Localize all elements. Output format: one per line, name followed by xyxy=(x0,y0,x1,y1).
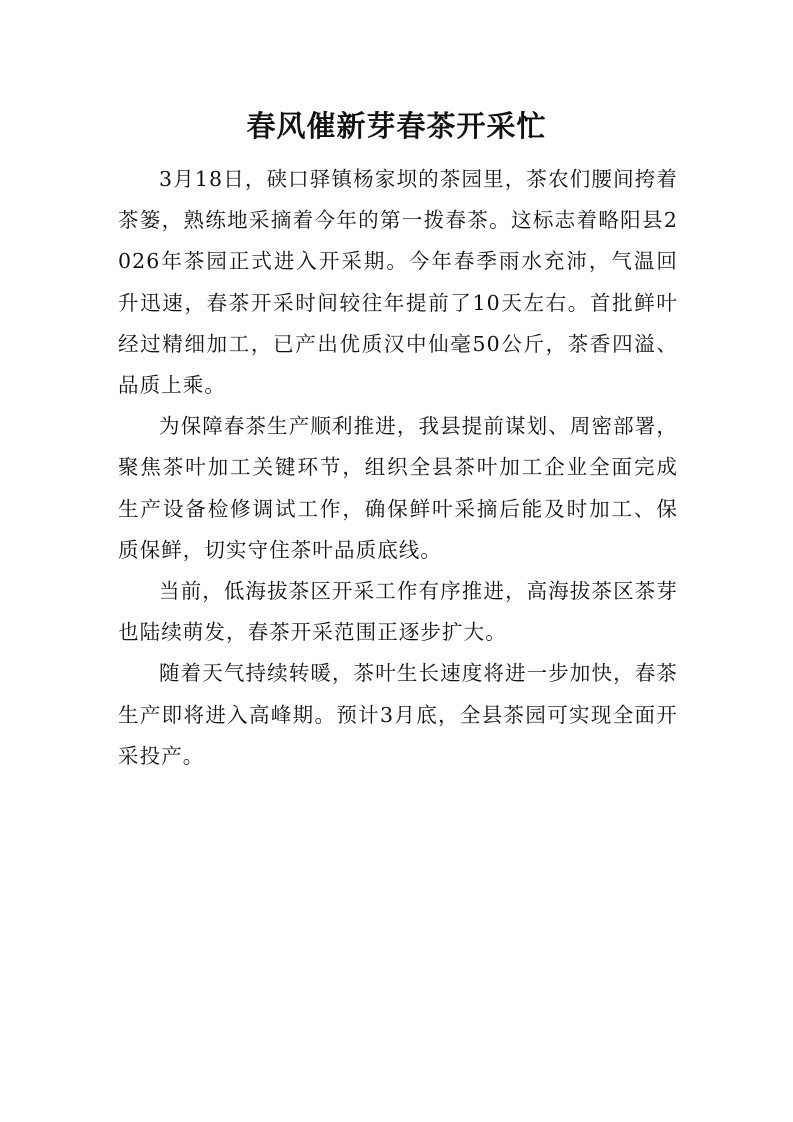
paragraph-2: 为保障春茶生产顺利推进，我县提前谋划、周密部署，聚焦茶叶加工关键环节，组织全县茶叶加工企业全面完成生产设备检修调试工作，确保鲜叶采摘后能及时加工、保质保鲜，切实守住茶叶品质底线。 xyxy=(118,414,678,562)
document-body xyxy=(118,159,678,777)
paragraph-3: 当前，低海拔茶区开采工作有序推进，高海拔茶区茶芽也陆续萌发，春茶开采范围正逐步扩大。 xyxy=(118,579,678,645)
paragraph-1: 3月18日，硖口驿镇杨家坝的茶园里，茶农们腰间挎着茶篓，熟练地采摘着今年的第一拨春茶。这标志着略阳县2026年茶园正式进入开采期。今年春季雨水充沛，气温回升迅速，春茶开采时间较往年提前了10天左右。首批鲜叶经过精细加工，已产出优质汉中仙毫50公斤，茶香四溢、品质上乘。 xyxy=(118,167,678,398)
paragraph-4: 随着天气持续转暖，茶叶生长速度将进一步加快，春茶生产即将进入高峰期。预计3月底，全县茶园可实现全面开采投产。 xyxy=(118,661,678,768)
document-title: 春风催新芽春茶开采忙 xyxy=(246,109,547,143)
